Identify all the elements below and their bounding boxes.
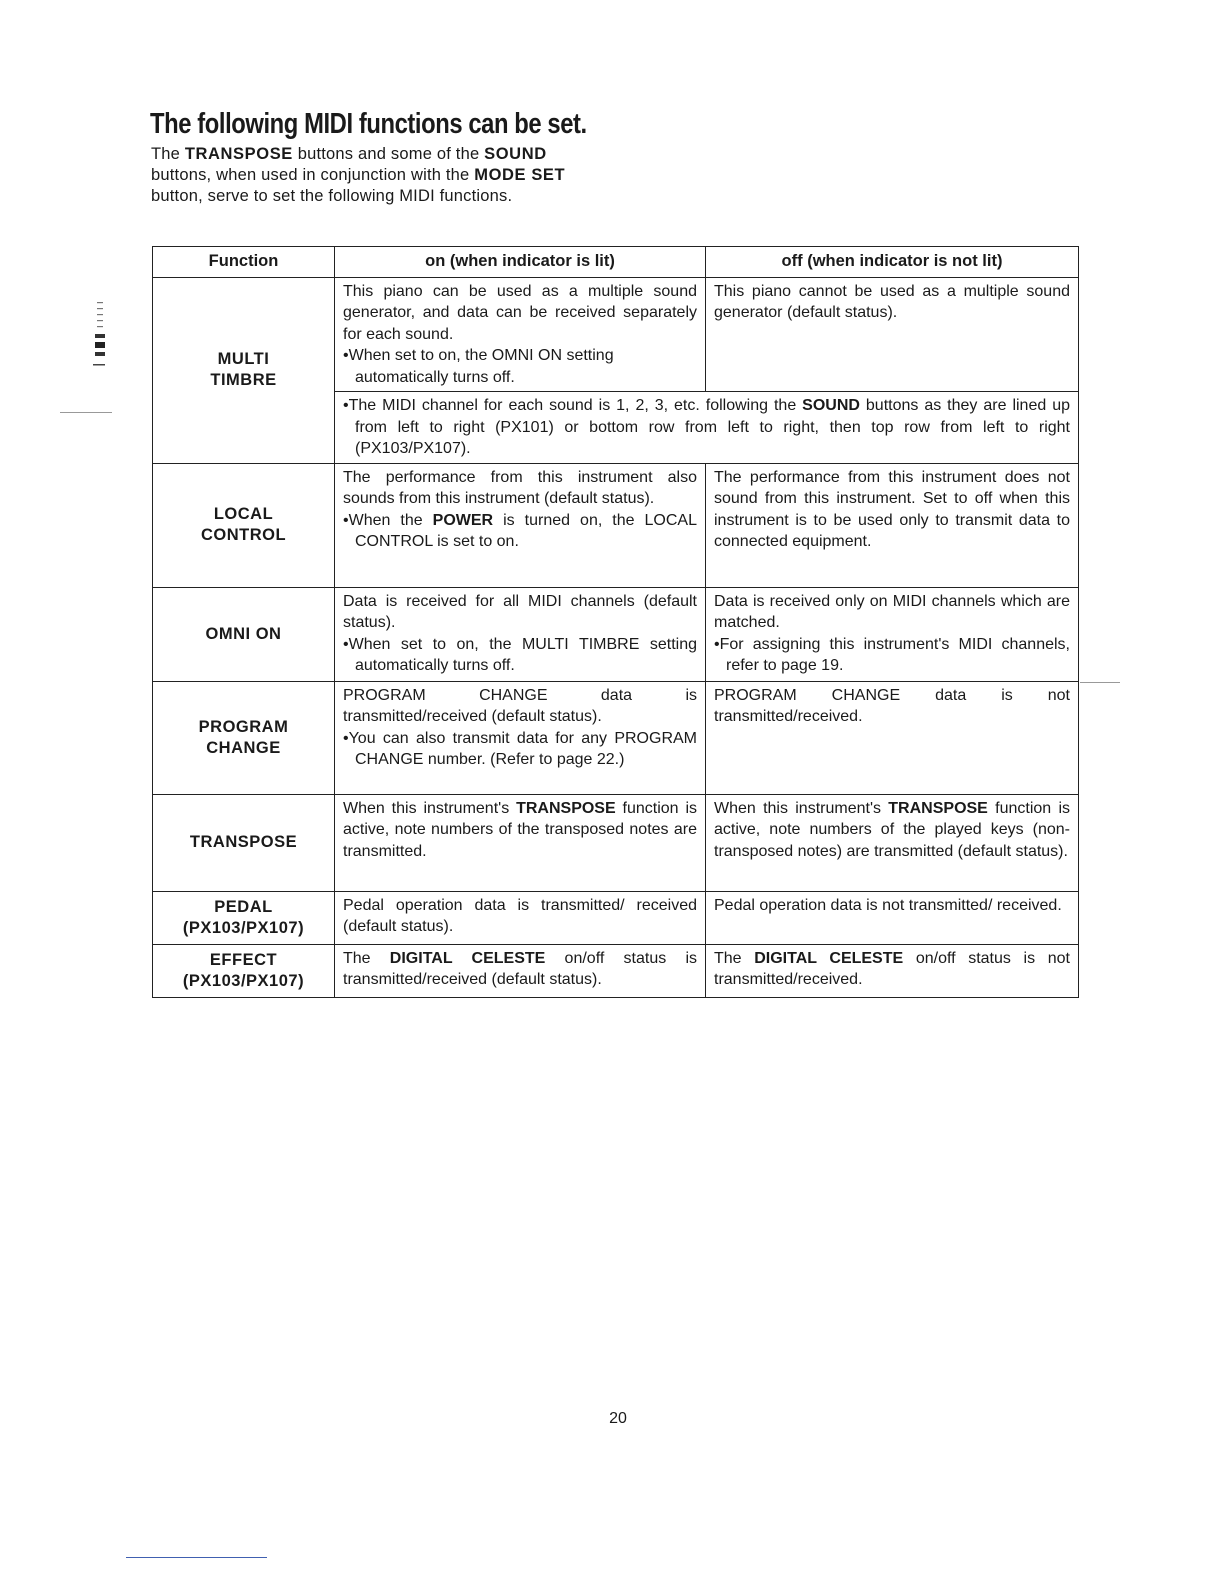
table-row	[153, 891, 1079, 944]
on-cell: The DIGITAL CELESTE on/off status is transmitted/received (default status).	[335, 944, 706, 997]
on-cell: Pedal operation data is transmitted/ received (default status).	[335, 891, 706, 944]
scan-margin-mark	[92, 300, 106, 372]
note-cell: •The MIDI channel for each sound is 1, 2, 3, etc. following the SOUND buttons as they are lined up from left to right (PX101) or bottom row from left to right, then top row from left to right (PX103/PX107).	[335, 392, 1079, 464]
function-name: TRANSPOSE	[153, 794, 335, 891]
off-cell: Pedal operation data is not transmitted/ received.	[706, 891, 1079, 944]
function-name: MULTI TIMBRE	[153, 277, 335, 463]
table-row	[153, 944, 1079, 997]
off-cell: This piano cannot be used as a multiple sound generator (default status).	[706, 277, 1079, 392]
intro-paragraph: The TRANSPOSE buttons and some of the SOUND buttons, when used in conjunction with the MODE SET button, serve to set the following MIDI functions.	[151, 145, 566, 205]
midi-functions-table	[152, 246, 1079, 998]
on-cell: The performance from this instrument also sounds from this instrument (default status). •When the POWER is turned on, the LOCAL CONTROL is set to on.	[335, 463, 706, 587]
header-on: on (when indicator is lit)	[335, 247, 706, 278]
header-off: off (when indicator is not lit)	[706, 247, 1079, 278]
function-name: OMNI ON	[153, 587, 335, 681]
function-name: EFFECT (PX103/PX107)	[153, 944, 335, 997]
function-name: PROGRAM CHANGE	[153, 681, 335, 794]
off-cell: The performance from this instrument does not sound from this instrument. Set to off when this instrument is to be used only to transmit data to connected equipment.	[706, 463, 1079, 587]
table-row	[153, 463, 1079, 587]
footer-rule	[126, 1557, 267, 1558]
table-row	[153, 277, 1079, 392]
table-row	[153, 794, 1079, 891]
table-row	[153, 681, 1079, 794]
function-name: LOCAL CONTROL	[153, 463, 335, 587]
page-heading: The following MIDI functions can be set.	[150, 108, 587, 140]
page-number: 20	[609, 1410, 627, 1427]
scan-artifact	[1080, 682, 1120, 683]
off-cell: The DIGITAL CELESTE on/off status is not transmitted/received.	[706, 944, 1079, 997]
function-name: PEDAL (PX103/PX107)	[153, 891, 335, 944]
table-row	[153, 587, 1079, 681]
on-cell: Data is received for all MIDI channels (default status). •When set to on, the MULTI TIMBRE setting automatically turns off.	[335, 587, 706, 681]
off-cell: PROGRAM CHANGE data is not transmitted/received.	[706, 681, 1079, 794]
on-cell: PROGRAM CHANGE data is transmitted/received (default status). •You can also transmit data for any PROGRAM CHANGE number. (Refer to page 22.)	[335, 681, 706, 794]
header-function: Function	[153, 247, 335, 278]
scan-artifact	[60, 412, 112, 413]
on-cell: When this instrument's TRANSPOSE function is active, note numbers of the transposed notes are transmitted.	[335, 794, 706, 891]
table-header-row	[153, 247, 1079, 278]
off-cell: Data is received only on MIDI channels which are matched. •For assigning this instrument's MIDI channels, refer to page 19.	[706, 587, 1079, 681]
on-cell: This piano can be used as a multiple sound generator, and data can be received separately for each sound. •When set to on, the OMNI ON setting automatically turns off.	[335, 277, 706, 392]
off-cell: When this instrument's TRANSPOSE function is active, note numbers of the played keys (non-transposed notes) are transmitted (default status).	[706, 794, 1079, 891]
